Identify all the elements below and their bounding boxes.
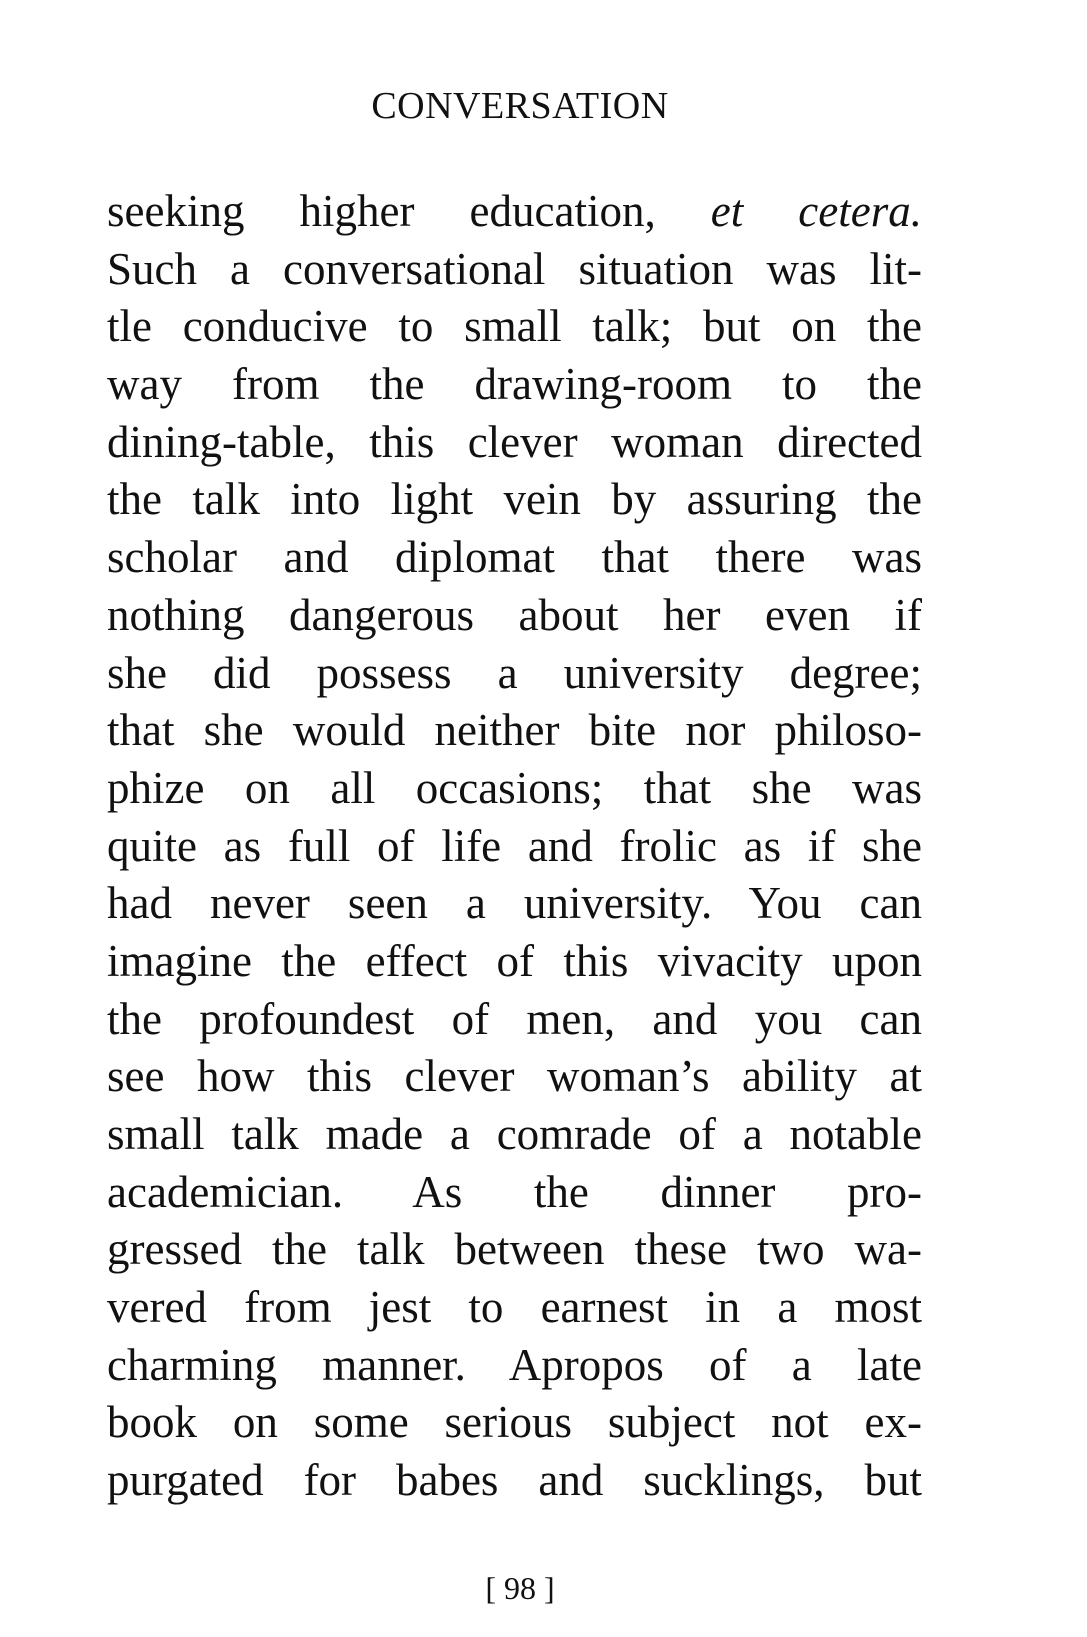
text-line: dining-table, this clever woman directed — [107, 416, 922, 467]
text-line: quite as full of life and frolic as if she — [107, 820, 922, 871]
text-line: she did possess a university degree; — [107, 647, 922, 698]
text-line: imagine the effect of this vivacity upon — [107, 935, 922, 986]
text-line: book on some serious subject not ex- — [107, 1397, 922, 1448]
text-line: gressed the talk between these two wa- — [107, 1224, 922, 1275]
text-line: nothing dangerous about her even if — [107, 589, 922, 640]
text-line: Such a conversational situation was lit- — [107, 243, 922, 294]
text-line-roman: seeking higher education, — [107, 186, 711, 236]
text-line-italic: et cetera. — [710, 186, 922, 236]
text-line: phize on all occasions; that she was — [107, 762, 922, 813]
page-number: [ 98 ] — [485, 1570, 555, 1606]
text-line: vered from jest to earnest in a most — [107, 1282, 922, 1333]
text-line — [107, 183, 922, 241]
text-line: charming manner. Apropos of a late — [107, 1339, 922, 1390]
running-head: CONVERSATION — [371, 85, 669, 127]
text-line: that she would neither bite nor philoso- — [107, 705, 922, 756]
text-line: the profoundest of men, and you can — [107, 993, 922, 1044]
text-line: way from the drawing-room to the — [107, 359, 922, 410]
text-line: had never seen a university. You can — [107, 878, 922, 929]
text-line: tle conducive to small talk; but on the — [107, 301, 922, 352]
text-line: small talk made a comrade of a notable — [107, 1109, 922, 1159]
text-line: academician. As the dinner pro- — [107, 1166, 922, 1217]
text-line: scholar and diplomat that there was — [107, 532, 922, 583]
text-line: purgated for babes and sucklings, but — [107, 1455, 922, 1506]
text-line: see how this clever woman’s ability at — [107, 1051, 922, 1102]
body-text — [107, 183, 922, 1510]
text-line: the talk into light vein by assuring the — [107, 474, 922, 525]
